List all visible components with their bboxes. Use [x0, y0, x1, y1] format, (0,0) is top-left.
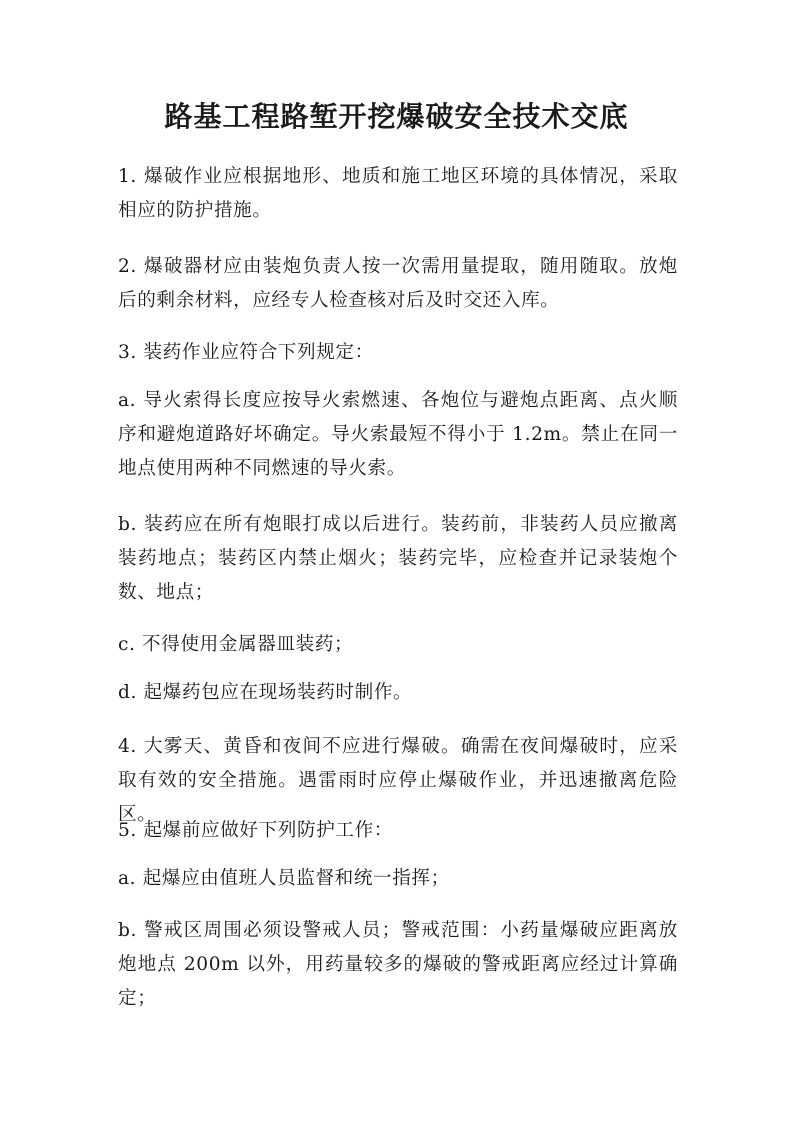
paragraph-item-3d: d. 起爆药包应在现场装药时制作。 — [118, 682, 413, 703]
paragraph-item-5: 5. 起爆前应做好下列防护工作： — [118, 820, 393, 841]
paragraph-item-3a: a. 导火索得长度应按导火索燃速、各炮位与避炮点距离、点火顺序和避炮道路好坏确定。导火索最短不得小于 1.2m。禁止在同一地点使用两种不同燃速的导火索。 — [118, 390, 678, 479]
paragraph-item-3b: b. 装药应在所有炮眼打成以后进行。装药前，非装药人员应撤离装药地点；装药区内禁止烟火；装药完毕，应检查并记录装炮个数、地点； — [118, 514, 678, 603]
paragraph-item-4: 4. 大雾天、黄昏和夜间不应进行爆破。确需在夜间爆破时，应采取有效的安全措施。遇雷雨时应停止爆破作业，并迅速撤离危险区。 — [118, 736, 678, 825]
paragraph-item-5a: a. 起爆应由值班人员监督和统一指挥； — [118, 868, 450, 889]
paragraph-item-1: 1. 爆破作业应根据地形、地质和施工地区环境的具体情况，采取相应的防护措施。 — [118, 166, 678, 221]
paragraph-item-2: 2. 爆破器材应由装炮负责人按一次需用量提取，随用随取。放炮后的剩余材料，应经专人检查核对后及时交还入库。 — [118, 256, 678, 311]
paragraph-item-3: 3. 装药作业应符合下列规定： — [118, 342, 374, 363]
document-title: 路基工程路堑开挖爆破安全技术交底 — [164, 100, 629, 133]
paragraph-item-3c: c. 不得使用金属器皿装药； — [118, 634, 354, 655]
paragraph-item-5b: b. 警戒区周围必须设警戒人员；警戒范围：小药量爆破应距离放炮地点 200m 以外，用药量较多的爆破的警戒距离应经过计算确定； — [118, 920, 678, 1009]
